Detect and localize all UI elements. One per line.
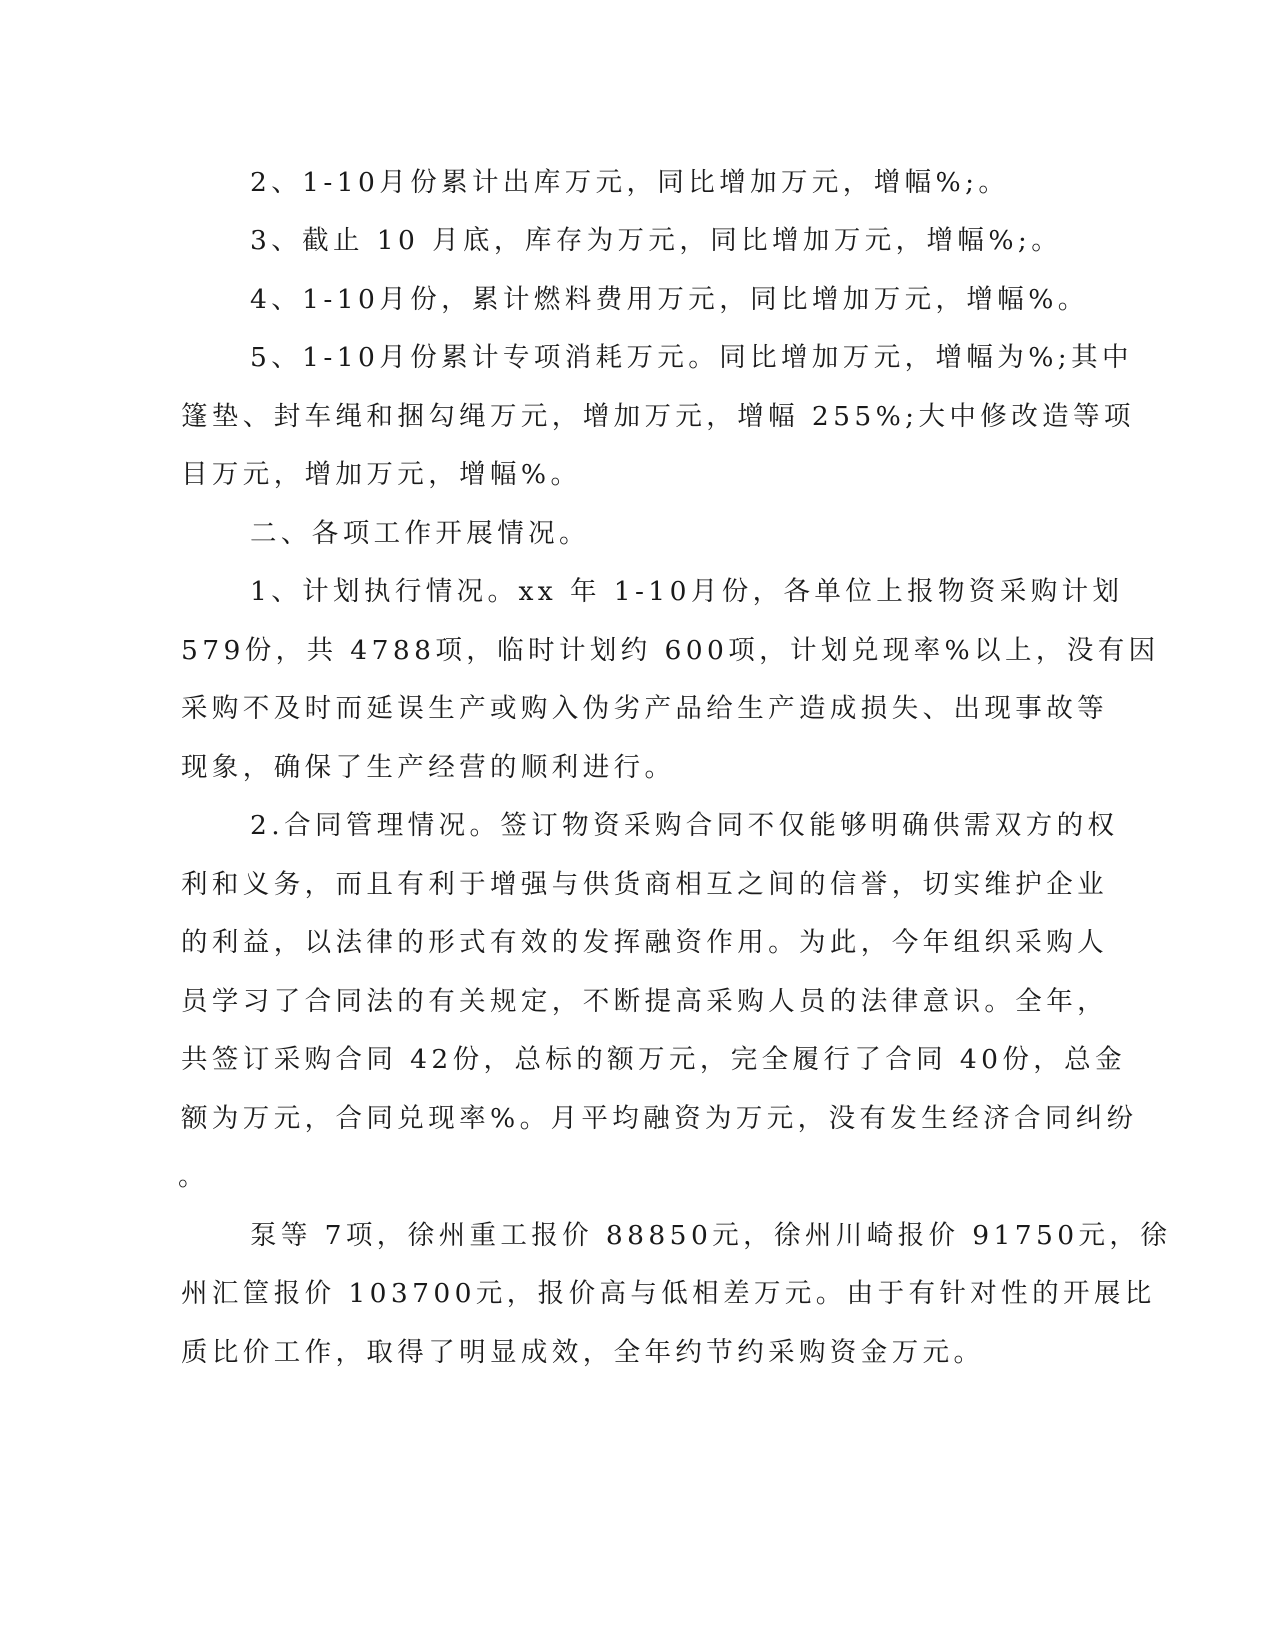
text-line: 的利益，以法律的形式有效的发挥融资作用。为此，今年组织采购人 [181, 927, 1108, 958]
section-heading: 二、各项工作开展情况。 [250, 518, 590, 549]
text-line: 目万元，增加万元，增幅%。 [181, 459, 582, 490]
text-line: 员学习了合同法的有关规定，不断提高采购人员的法律意识。全年， [181, 986, 1108, 1017]
text-line: 2、1-10月份累计出库万元，同比增加万元，增幅%;。 [250, 167, 1010, 198]
text-line: 2.合同管理情况。签订物资采购合同不仅能够明确供需双方的权 [250, 810, 1119, 841]
text-line: 额为万元，合同兑现率%。月平均融资为万元，没有发生经济合同纠纷 [181, 1103, 1138, 1134]
text-line: 泵等 7项，徐州重工报价 88850元，徐州川崎报价 91750元，徐 [250, 1220, 1172, 1251]
text-line: 5、1-10月份累计专项消耗万元。同比增加万元，增幅为%;其中 [250, 342, 1133, 373]
text-line: 现象，确保了生产经营的顺利进行。 [181, 752, 676, 783]
text-line: 3、截止 10 月底，库存为万元，同比增加万元，增幅%;。 [250, 225, 1063, 256]
text-line: 利和义务，而且有利于增强与供货商相互之间的信誉，切实维护企业 [181, 869, 1108, 900]
text-line: 。 [178, 1161, 209, 1192]
text-line: 共签订采购合同 42份，总标的额万元，完全履行了合同 40份，总金 [181, 1044, 1126, 1075]
text-line: 579份，共 4788项，临时计划约 600项，计划兑现率%以上，没有因 [181, 635, 1160, 666]
text-line: 采购不及时而延误生产或购入伪劣产品给生产造成损失、出现事故等 [181, 693, 1108, 724]
text-line: 质比价工作，取得了明显成效，全年约节约采购资金万元。 [181, 1337, 985, 1368]
text-line: 4、1-10月份，累计燃料费用万元，同比增加万元，增幅%。 [250, 284, 1089, 315]
text-line: 篷垫、封车绳和捆勾绳万元，增加万元，增幅 255%;大中修改造等项 [181, 401, 1135, 432]
text-line: 州汇筐报价 103700元，报价高与低相差万元。由于有针对性的开展比 [181, 1278, 1156, 1309]
text-line: 1、计划执行情况。xx 年 1-10月份，各单位上报物资采购计划 [250, 576, 1124, 607]
